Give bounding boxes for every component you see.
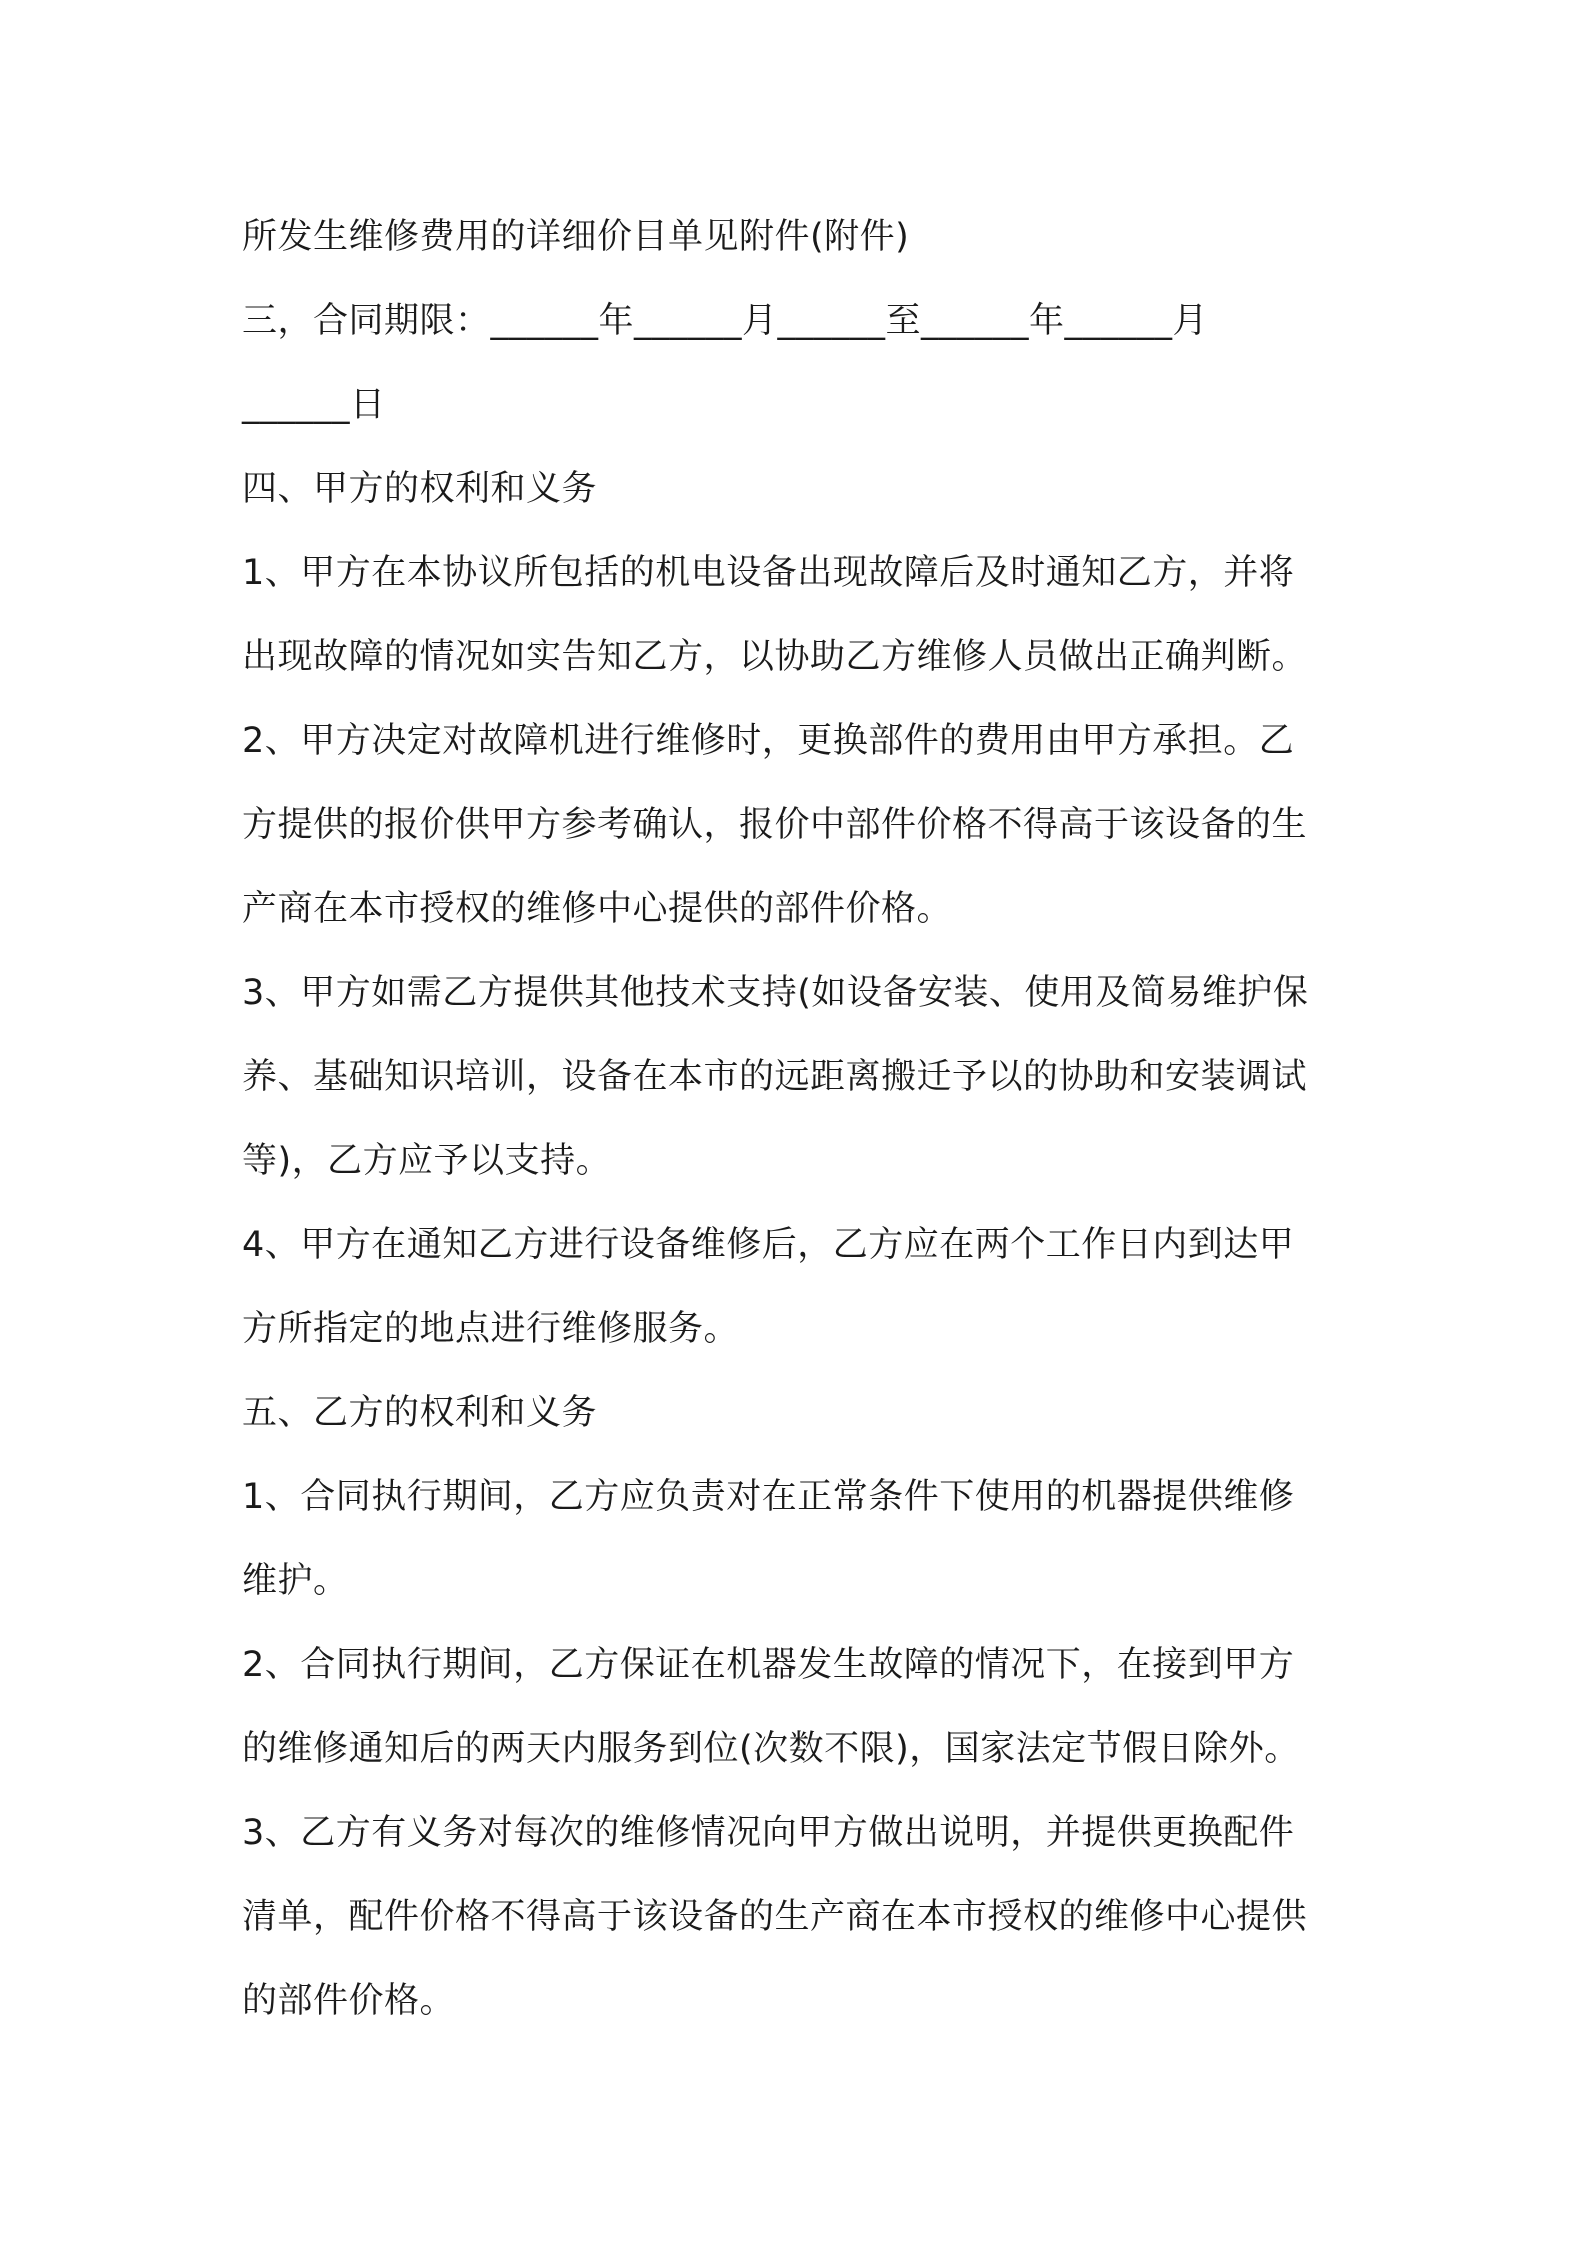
text-line: 等)，乙方应予以支持。 <box>242 1141 612 1181</box>
text-line: 方所指定的地点进行维修服务。 <box>242 1309 740 1349</box>
contract-term-line-end: ______日 <box>242 385 386 425</box>
text-line: 的部件价格。 <box>242 1981 456 2021</box>
text-line: 维护。 <box>242 1561 349 1601</box>
text-line: 产商在本市授权的维修中心提供的部件价格。 <box>242 889 953 929</box>
text-line: 2、甲方决定对故障机进行维修时，更换部件的费用由甲方承担。乙 <box>242 721 1295 761</box>
text-line: 1、合同执行期间，乙方应负责对在正常条件下使用的机器提供维修 <box>242 1477 1295 1517</box>
text-line: 的维修通知后的两天内服务到位(次数不限)，国家法定节假日除外。 <box>242 1729 1300 1769</box>
section-heading-party-a: 四、甲方的权利和义务 <box>242 469 598 509</box>
text-line: 4、甲方在通知乙方进行设备维修后，乙方应在两个工作日内到达甲 <box>242 1225 1295 1265</box>
section-heading-party-b: 五、乙方的权利和义务 <box>242 1393 598 1433</box>
text-line: 养、基础知识培训，设备在本市的远距离搬迁予以的协助和安装调试 <box>242 1057 1308 1097</box>
text-line: 3、乙方有义务对每次的维修情况向甲方做出说明，并提供更换配件 <box>242 1813 1295 1853</box>
document-body <box>242 195 1362 2043</box>
text-line: 出现故障的情况如实告知乙方，以协助乙方维修人员做出正确判断。 <box>242 637 1308 677</box>
contract-term-line: 三，合同期限：______年______月______至______年______月 <box>242 301 1209 341</box>
text-line: 所发生维修费用的详细价目单见附件(附件) <box>242 217 910 257</box>
text-line: 2、合同执行期间，乙方保证在机器发生故障的情况下，在接到甲方 <box>242 1645 1295 1685</box>
text-line: 方提供的报价供甲方参考确认，报价中部件价格不得高于该设备的生 <box>242 805 1308 845</box>
text-line: 1、甲方在本协议所包括的机电设备出现故障后及时通知乙方，并将 <box>242 553 1295 593</box>
text-line: 3、甲方如需乙方提供其他技术支持(如设备安装、使用及简易维护保 <box>242 973 1309 1013</box>
text-line: 清单，配件价格不得高于该设备的生产商在本市授权的维修中心提供 <box>242 1897 1308 1937</box>
